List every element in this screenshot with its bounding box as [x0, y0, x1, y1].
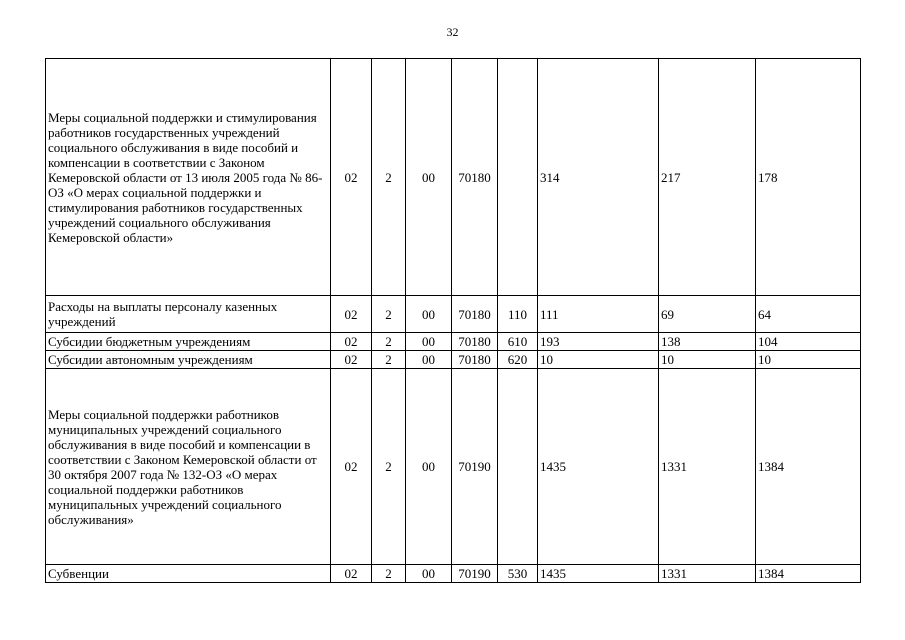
- row-name: Субвенции: [46, 565, 331, 583]
- code-cell: 70180: [452, 333, 498, 351]
- page-number: 32: [446, 25, 459, 39]
- subsection-cell: 2: [372, 59, 406, 296]
- table-row: [46, 296, 861, 333]
- code-cell: 70180: [452, 296, 498, 333]
- program-cell: 00: [406, 333, 452, 351]
- row-name: Меры социальной поддержки и стимулирования работников государственных учреждений социального обслуживания в виде пособий и компенсации в соответствии с Законом Кемеровской области от 13 июля 2005 года № 86-ОЗ «О мерах социальной поддержки и стимулирования работников государственных учреждений социального обслуживания Кемеровской области»: [46, 59, 331, 296]
- value-cell-2: 217: [659, 59, 756, 296]
- program-cell: 00: [406, 369, 452, 565]
- section-cell: 02: [331, 59, 372, 296]
- value-cell-3: 1384: [756, 565, 861, 583]
- subsection-cell: 2: [372, 565, 406, 583]
- value-cell-1: 193: [538, 333, 659, 351]
- program-cell: 00: [406, 565, 452, 583]
- type-cell: 610: [498, 333, 538, 351]
- value-cell-1: 1435: [538, 565, 659, 583]
- type-cell: 110: [498, 296, 538, 333]
- section-cell: 02: [331, 565, 372, 583]
- row-name: Меры социальной поддержки работников муниципальных учреждений социального обслуживания в виде пособий и компенсации в соответствии с Законом Кемеровской области от 30 октября 2007 года № 132-ОЗ «О мерах социальной поддержки работников муниципальных учреждений социального обслуживания»: [46, 369, 331, 565]
- value-cell-2: 1331: [659, 369, 756, 565]
- value-cell-3: 1384: [756, 369, 861, 565]
- value-cell-2: 138: [659, 333, 756, 351]
- value-cell-3: 178: [756, 59, 861, 296]
- table-row: [46, 59, 861, 296]
- code-cell: 70190: [452, 369, 498, 565]
- table-row: [46, 333, 861, 351]
- value-cell-2: 1331: [659, 565, 756, 583]
- table-row: [46, 565, 861, 583]
- program-cell: 00: [406, 351, 452, 369]
- section-cell: 02: [331, 333, 372, 351]
- row-name: Расходы на выплаты персоналу казенных учреждений: [46, 296, 331, 333]
- row-name: Субсидии бюджетным учреждениям: [46, 333, 331, 351]
- value-cell-3: 104: [756, 333, 861, 351]
- value-cell-3: 10: [756, 351, 861, 369]
- code-cell: 70190: [452, 565, 498, 583]
- subsection-cell: 2: [372, 369, 406, 565]
- type-cell: [498, 59, 538, 296]
- value-cell-2: 10: [659, 351, 756, 369]
- value-cell-1: 10: [538, 351, 659, 369]
- subsection-cell: 2: [372, 333, 406, 351]
- table-row: [46, 369, 861, 565]
- program-cell: 00: [406, 296, 452, 333]
- code-cell: 70180: [452, 351, 498, 369]
- type-cell: [498, 369, 538, 565]
- table-row: [46, 351, 861, 369]
- code-cell: 70180: [452, 59, 498, 296]
- section-cell: 02: [331, 351, 372, 369]
- value-cell-1: 1435: [538, 369, 659, 565]
- section-cell: 02: [331, 296, 372, 333]
- value-cell-2: 69: [659, 296, 756, 333]
- value-cell-1: 111: [538, 296, 659, 333]
- row-name: Субсидии автономным учреждениям: [46, 351, 331, 369]
- subsection-cell: 2: [372, 351, 406, 369]
- value-cell-3: 64: [756, 296, 861, 333]
- type-cell: 620: [498, 351, 538, 369]
- section-cell: 02: [331, 369, 372, 565]
- subsection-cell: 2: [372, 296, 406, 333]
- value-cell-1: 314: [538, 59, 659, 296]
- type-cell: 530: [498, 565, 538, 583]
- budget-table: [45, 58, 861, 583]
- program-cell: 00: [406, 59, 452, 296]
